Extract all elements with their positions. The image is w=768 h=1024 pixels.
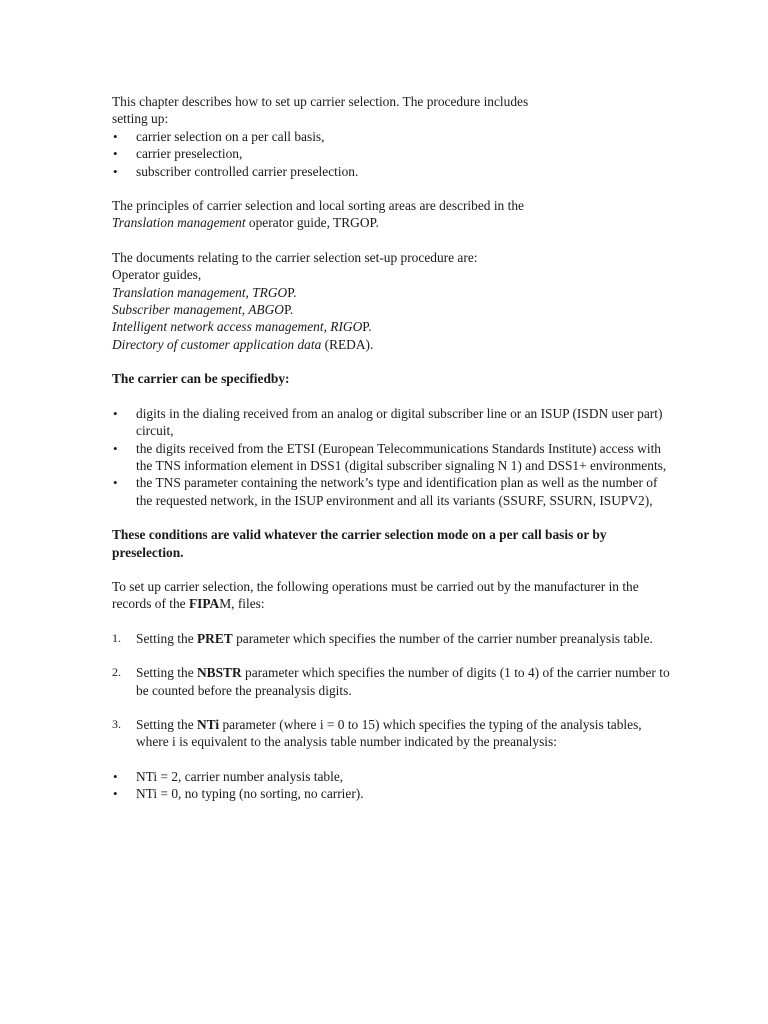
list-item: • NTi = 2, carrier number analysis table, xyxy=(112,768,672,785)
list-item: • carrier preselection, xyxy=(112,145,672,162)
step-number: 3. xyxy=(112,716,121,731)
list-item: • the TNS parameter containing the network’s type and identification plan as well as the number of the requested network, in the ISUP environment and all its variants (SSURF, SSURN, ISUPV2), xyxy=(112,474,672,509)
step-text: Setting the xyxy=(136,665,197,681)
documents-label: Operator guides, xyxy=(112,267,202,283)
document-item xyxy=(112,301,672,318)
step-item xyxy=(112,630,672,647)
list-item: • NTi = 0, no typing (no sorting, no carrier). xyxy=(112,785,672,802)
document-item xyxy=(112,284,672,301)
nti-bullet-list xyxy=(112,768,672,803)
document-page xyxy=(112,93,672,803)
principles-paragraph xyxy=(112,197,672,232)
step-text-end: parameter (where i = 0 to 15) which specifies the typing of the analysis tables, where i is equivalent to the analysis table number indicated by the preanalysis: xyxy=(136,716,642,750)
document-suffix: P. xyxy=(287,284,297,300)
specified-heading xyxy=(112,370,672,387)
document-suffix: P. xyxy=(362,319,372,335)
list-item: • the digits received from the ETSI (European Telecommunications Standards Institute) access with the TNS information element in DSS1 (digital subscriber signaling N 1) and DSS1+ environments, xyxy=(112,440,672,475)
step-parameter: PRET xyxy=(197,630,233,646)
intro-bullet-list xyxy=(112,128,672,180)
step-item xyxy=(112,716,672,751)
document-title: Subscriber management, ABGO xyxy=(112,302,284,318)
step-number: 1. xyxy=(112,630,121,645)
principles-guide-title: Translation management xyxy=(112,215,246,231)
document-suffix: P. xyxy=(283,302,294,318)
principles-text-end: operator guide, TRGOP. xyxy=(245,215,379,231)
principles-text: The principles of carrier selection and local sorting areas are described in the xyxy=(112,198,524,214)
list-item: • subscriber controlled carrier preselection. xyxy=(112,163,672,180)
step-text: Setting the xyxy=(136,716,197,732)
document-title: Directory of customer application data xyxy=(112,336,322,352)
step-parameter: NBSTR xyxy=(197,665,242,681)
conditions-text: These conditions are valid whatever the carrier selection mode on a per call basis or by preselection. xyxy=(112,527,607,560)
document-item xyxy=(112,336,672,353)
document-suffix: (REDA). xyxy=(321,336,374,352)
step-item xyxy=(112,664,672,699)
document-title: Intelligent network access management, RIGO xyxy=(112,319,363,335)
setup-text-end: M, files: xyxy=(219,596,265,612)
document-item xyxy=(112,318,672,335)
step-parameter: NTi xyxy=(197,716,220,732)
setup-text: To set up carrier selection, the following operations must be carried out by the manufacturer in the records of the xyxy=(112,578,639,612)
intro-line-2: setting up: xyxy=(112,111,169,127)
setup-paragraph xyxy=(112,578,672,613)
documents-intro: The documents relating to the carrier selection set-up procedure are: xyxy=(112,249,478,265)
document-title: Translation management, TRGO xyxy=(112,284,288,300)
intro-line-1: This chapter describes how to set up carrier selection. The procedure includes xyxy=(112,94,529,109)
step-text-end: parameter which specifies the number of digits (1 to 4) of the carrier number to be counted before the preanalysis digits. xyxy=(136,665,670,698)
list-item: • digits in the dialing received from an analog or digital subscriber line or an ISUP (ISDN user part) circuit, xyxy=(112,405,672,440)
specified-heading-text: The carrier can be specifiedby: xyxy=(112,371,290,387)
step-text-end: parameter which specifies the number of the carrier number preanalysis table. xyxy=(232,630,653,646)
conditions-paragraph xyxy=(112,526,672,561)
setup-record-name: FIPA xyxy=(188,596,220,612)
step-text: Setting the xyxy=(136,630,197,646)
specified-bullet-list xyxy=(112,405,672,509)
step-number: 2. xyxy=(112,665,121,680)
list-item: • carrier selection on a per call basis, xyxy=(112,128,672,145)
